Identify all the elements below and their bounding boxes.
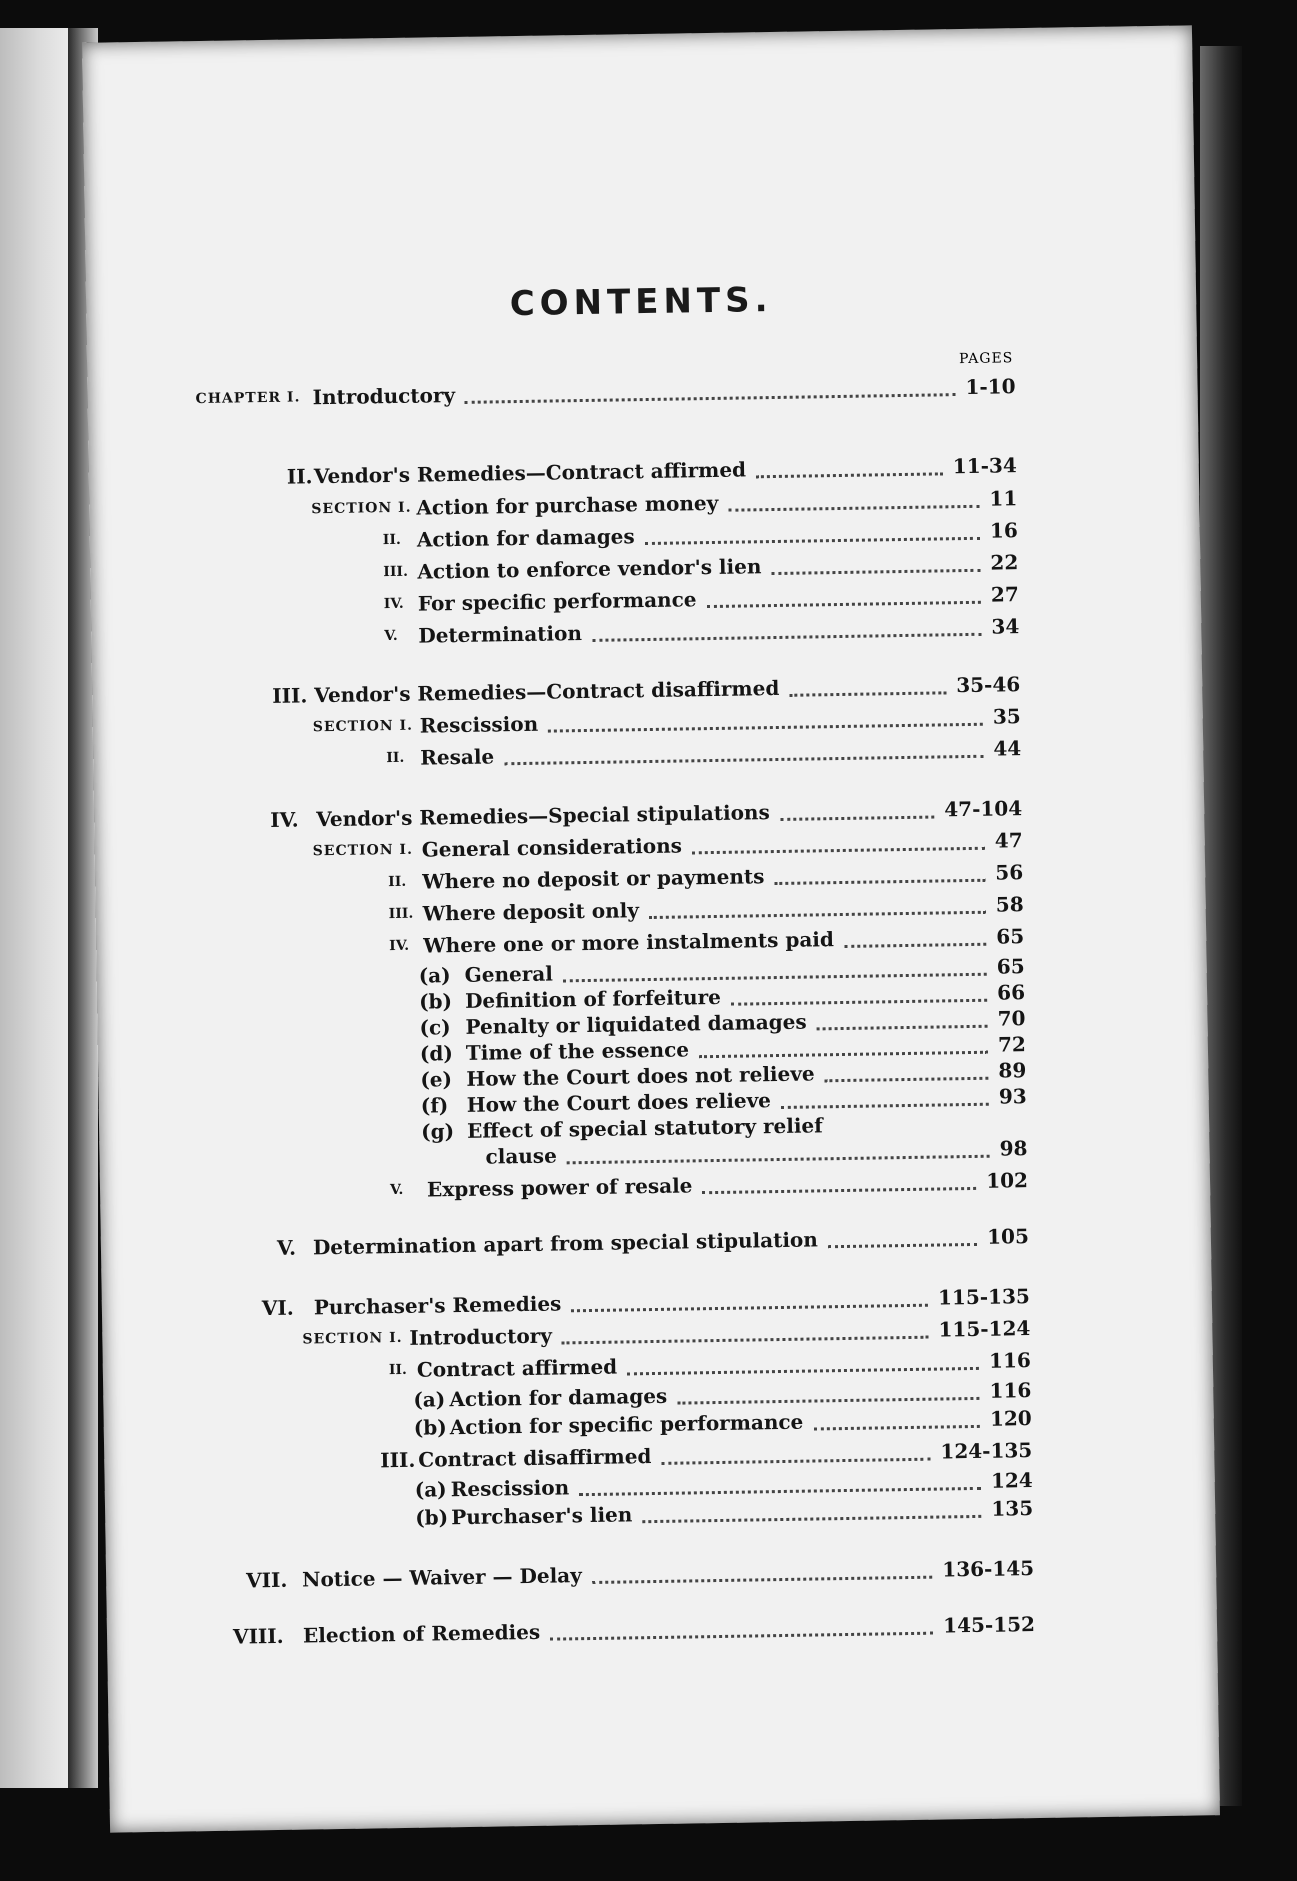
toc-entry-title: Contract disaffirmed (418, 1444, 652, 1472)
toc-entry-title: Vendor's Remedies—Special stipulations (316, 800, 770, 832)
dot-leader (550, 1632, 933, 1641)
toc-entry-label: IV. (383, 595, 404, 613)
toc-entry-pages: 115-124 (938, 1316, 1031, 1342)
toc-entry-title: Where deposit only (422, 898, 640, 926)
toc-entry-pages: 136-145 (942, 1556, 1035, 1582)
toc-entry-label: (b) (413, 1415, 447, 1440)
dot-leader (661, 1458, 930, 1465)
toc-entry-title: Determination apart from special stipulation (312, 1227, 819, 1260)
toc-entry-title: Vendor's Remedies—Contract affirmed (313, 457, 747, 489)
toc-entry-label: VI. (261, 1295, 294, 1321)
toc-entry-pages: 16 (989, 518, 1018, 543)
toc-entry-title: Contract affirmed (416, 1354, 618, 1382)
toc-entry-label: III. (272, 683, 308, 708)
toc-entry-title: Where one or more instalments paid (423, 927, 835, 958)
toc-entry-title: Introductory (312, 383, 456, 410)
toc-entry-label: (a) (418, 963, 451, 988)
toc-entry-label: (g) (420, 1119, 455, 1144)
toc-entry-label: VIII. (232, 1623, 284, 1649)
toc-entry-label: II. (388, 1361, 408, 1379)
toc-entry-label: V. (276, 1235, 297, 1260)
toc-entry-label: VII. (245, 1567, 288, 1593)
toc-entry-pages: 135 (991, 1496, 1034, 1521)
toc-entry-label: IV. (270, 807, 299, 832)
toc-entry-label: IV. (389, 937, 410, 955)
toc-entry-label: SECTION I. (311, 499, 412, 518)
toc-entry-title: General considerations (421, 833, 683, 862)
toc-entry-title: Effect of special statutory relief (466, 1113, 823, 1143)
toc-entry-pages: 120 (989, 1406, 1032, 1431)
toc-entry-title: Definition of forfeiture (464, 984, 722, 1013)
toc-entry-label: III. (388, 905, 414, 923)
facing-page-edge (0, 28, 68, 1788)
toc-entry-pages: 72 (997, 1032, 1027, 1057)
toc-entry-label: (b) (418, 989, 453, 1014)
toc-entry-pages: 58 (995, 892, 1024, 917)
toc-entry-title: Time of the essence (465, 1037, 690, 1065)
toc-entry-title: How the Court does relieve (466, 1088, 772, 1117)
dot-leader (465, 393, 956, 404)
toc-entry-title: Action for purchase money (416, 490, 719, 520)
toc-entry-label: III. (383, 563, 409, 581)
toc-entry-title: Action to enforce vendor's lien (417, 554, 762, 584)
toc-entry-label: (b) (415, 1505, 449, 1530)
pages-column-header: PAGES (958, 350, 1014, 368)
toc-entry-pages: 65 (996, 954, 1025, 979)
dot-leader (592, 1576, 932, 1584)
toc-entry-title: Vendor's Remedies—Contract disaffirmed (314, 675, 780, 708)
toc-entry-label: (c) (419, 1015, 451, 1040)
toc-entry-title: Purchaser's Remedies (313, 1291, 562, 1320)
toc-entry-label: (d) (419, 1041, 454, 1066)
toc-entry-pages: 44 (993, 736, 1022, 761)
toc-entry-title: Resale (420, 744, 495, 770)
toc-entry-title: Purchaser's lien (451, 1502, 633, 1530)
dot-leader (561, 1336, 928, 1345)
toc-entry-label: II. (382, 531, 401, 549)
toc-entry-pages: 70 (997, 1006, 1026, 1031)
toc-entry-label: V. (389, 1181, 404, 1199)
toc-entry-pages: 65 (996, 924, 1025, 949)
dot-leader (571, 1304, 928, 1313)
toc-entry-pages: 56 (995, 860, 1024, 885)
page-title: CONTENTS. (509, 280, 773, 325)
toc-entry-title: For specific performance (417, 587, 697, 616)
toc-entry-label: (f) (420, 1093, 449, 1118)
toc-entry-label: SECTION I. (312, 717, 414, 736)
toc-entry-title: How the Court does not relieve (466, 1061, 815, 1091)
toc-entry-title: Election of Remedies (302, 1619, 541, 1648)
toc-entry-label: V. (384, 627, 398, 645)
toc-entry-title: Notice — Waiver — Delay (301, 1563, 582, 1592)
toc-entry-title-cont: clause (485, 1143, 558, 1169)
dot-leader (579, 1487, 981, 1496)
toc-entry-pages: 105 (986, 1224, 1030, 1249)
contents-page (82, 25, 1220, 1832)
toc-entry-title: Rescission (419, 711, 539, 738)
toc-entry-pages: 35 (992, 704, 1021, 729)
toc-entry-label: CHAPTER I. (195, 389, 301, 408)
toc-entry-title: Determination (418, 621, 583, 648)
toc-entry-label: SECTION I. (302, 1329, 403, 1348)
toc-entry-pages: 22 (990, 550, 1019, 575)
toc-entry-pages: 47 (994, 828, 1023, 853)
toc-entry-pages: 124-135 (940, 1438, 1033, 1464)
toc-entry-label: II. (286, 464, 313, 489)
toc-entry-pages: 35-46 (956, 672, 1021, 698)
toc-entry-pages: 47-104 (944, 796, 1023, 822)
toc-entry-title: Action for damages (416, 524, 635, 552)
toc-entry-label: III. (380, 1447, 416, 1473)
toc-entry-label: (e) (420, 1067, 453, 1092)
toc-entry-pages: 11-34 (952, 453, 1017, 479)
toc-entry-label: (a) (413, 1387, 446, 1412)
toc-entry-label: II. (388, 873, 407, 891)
toc-entry-title: Introductory (409, 1323, 553, 1350)
toc-entry-title: General (464, 961, 554, 987)
toc-entry-pages: 27 (990, 582, 1019, 607)
toc-entry-pages: 1-10 (965, 374, 1016, 399)
toc-entry-title: Action for specific performance (449, 1409, 804, 1440)
toc-entry-title: Penalty or liquidated damages (465, 1009, 807, 1039)
toc-entry-pages: 116 (989, 1378, 1032, 1403)
toc-entry-pages: 115-135 (937, 1284, 1031, 1310)
toc-entry-pages: 11 (989, 486, 1018, 511)
table-of-contents (82, 25, 1220, 1832)
toc-entry-pages: 34 (991, 614, 1020, 639)
toc-entry-title: Action for damages (449, 1383, 668, 1412)
toc-entry-pages: 145-152 (942, 1612, 1036, 1638)
toc-entry-pages: 102 (986, 1168, 1029, 1193)
toc-entry-pages: 124 (990, 1468, 1033, 1493)
toc-entry-label: II. (386, 749, 405, 767)
toc-entry-pages: 98 (999, 1136, 1028, 1161)
toc-entry-pages: 66 (997, 980, 1026, 1005)
toc-entry-label: (a) (414, 1477, 447, 1502)
dot-leader (780, 816, 934, 821)
toc-entry-title: Where no deposit or payments (422, 864, 765, 894)
toc-entry-label: SECTION I. (312, 841, 414, 860)
toc-entry-title: Rescission (450, 1475, 570, 1502)
toc-entry-pages: 116 (988, 1348, 1032, 1373)
toc-entry-pages: 89 (998, 1058, 1027, 1083)
toc-entry-pages: 93 (998, 1084, 1027, 1109)
toc-entry-title: Express power of resale (426, 1173, 693, 1202)
